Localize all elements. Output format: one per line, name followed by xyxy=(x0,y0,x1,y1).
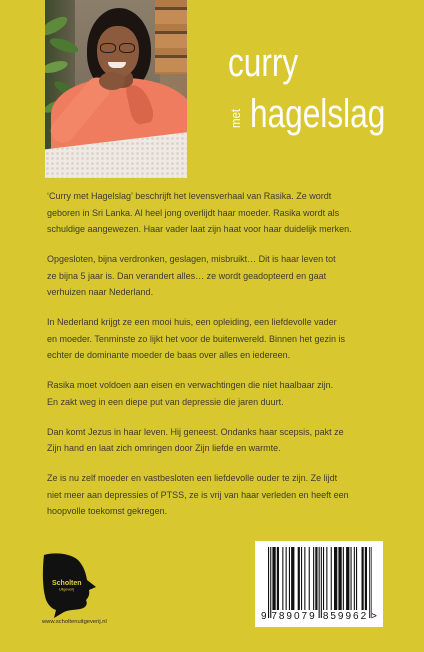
barcode-lead-digit: 9 xyxy=(261,611,267,622)
barcode-bars xyxy=(268,547,373,619)
barcode-guard-bar xyxy=(369,547,370,618)
blurb-line: En zakt weg in een diepe put van depressie die jaren duurt. xyxy=(47,396,284,407)
barcode-bar xyxy=(364,547,366,610)
photo-plant-leaf xyxy=(45,59,69,76)
barcode-bar xyxy=(338,547,341,610)
barcode-bar xyxy=(308,547,309,610)
photo-hand xyxy=(99,72,125,90)
barcode-bar xyxy=(285,547,286,610)
barcode-left-digits: 789079 xyxy=(271,611,317,622)
blurb-line: ‘Curry met Hagelslag’ beschrijft het levensverhaal van Rasika. Ze wordt xyxy=(47,191,332,201)
blurb-paragraph xyxy=(47,470,397,520)
blurb-paragraph xyxy=(47,314,397,364)
isbn-barcode xyxy=(255,541,383,627)
logo-name: Scholten xyxy=(52,580,82,587)
barcode-guard-bar xyxy=(320,547,321,618)
logo-subname: Uitgeverij xyxy=(59,587,74,592)
blurb-paragraph xyxy=(47,424,397,457)
barcode-bar xyxy=(291,547,294,610)
back-cover-blurb xyxy=(47,188,397,533)
blurb-line: geboren in Sri Lanka. Al heel jong overlijdt haar moeder. Rasika wordt als xyxy=(47,207,340,218)
barcode-bar xyxy=(323,547,324,610)
barcode-bar xyxy=(315,547,317,610)
barcode-bar xyxy=(330,547,331,610)
blurb-line: Zijn hand en laat zich omringen door Zijn liefde en warmte. xyxy=(47,443,281,453)
barcode-guard-bar xyxy=(268,547,269,618)
barcode-bar xyxy=(304,547,305,610)
barcode-bar xyxy=(353,547,354,610)
publisher-website: www.scholtenuitgeverij.nl xyxy=(42,619,107,625)
blurb-line: echter de dominante moeder de baas over alles en iedereen. xyxy=(47,350,291,360)
publisher-logo-icon xyxy=(40,552,98,618)
blurb-line: In Nederland krijgt ze een mooi huis, een opleiding, een liefdevolle vader xyxy=(47,317,337,327)
barcode-bar xyxy=(313,547,314,610)
blurb-paragraph xyxy=(47,251,397,301)
barcode-bar xyxy=(361,547,363,610)
blurb-line: en moeder. Tenminste zo lijkt het voor de buitenwereld. Binnen het gezin is xyxy=(47,333,346,344)
barcode-bar xyxy=(342,547,343,610)
blurb-line: Opgesloten, bijna verdronken, geslagen, misbruikt… Dit is haar leven tot xyxy=(47,254,336,264)
blurb-line: niet meer aan depressies of PTSS, ze is vrij van haar verleden en heeft een xyxy=(47,489,349,500)
photo-shelf xyxy=(155,0,187,74)
title-met: met xyxy=(228,108,243,128)
blurb-line: Dan komt Jezus in haar leven. Hij geneest. Ondanks haar scepsis, pakt ze xyxy=(47,426,344,437)
barcode-guard-bar xyxy=(318,547,319,618)
barcode-bar xyxy=(272,547,275,610)
barcode-bar xyxy=(288,547,289,610)
title-curry: curry xyxy=(228,41,299,85)
photo-glasses-lens xyxy=(119,43,135,53)
blurb-paragraph xyxy=(47,188,397,238)
author-photo xyxy=(45,0,187,178)
barcode-right-digits: 859962 xyxy=(322,611,369,622)
blurb-line: hoopvolle toekomst gekregen. xyxy=(47,506,168,516)
barcode-guard-bar xyxy=(270,547,271,618)
barcode-bar xyxy=(346,547,349,610)
blurb-paragraph xyxy=(47,377,397,410)
photo-plant-leaf xyxy=(45,13,70,38)
barcode-quiet-zone-marker: > xyxy=(371,611,377,622)
barcode-bar xyxy=(356,547,357,610)
blurb-line: schuldige aangewezen. Haar vader laat zijn haat voor haar duidelijk merken. xyxy=(47,224,352,234)
photo-glasses-lens xyxy=(100,43,116,53)
barcode-bar xyxy=(350,547,351,610)
blurb-line: ze bijna 5 jaar is. Dan verandert alles… ze wordt geadopteerd en gaat xyxy=(47,270,327,281)
barcode-bar xyxy=(326,547,327,610)
barcode-guard-bar xyxy=(371,547,372,618)
barcode-bar xyxy=(297,547,299,610)
blurb-line: Rasika moet voldoen aan eisen en verwachtingen die niet haalbaar zijn. xyxy=(47,380,334,390)
barcode-bar xyxy=(334,547,337,610)
blurb-line: Ze is nu zelf moeder en vastbesloten een liefdevolle ouder te zijn. Ze lijdt xyxy=(47,473,338,483)
title-hagelslag: hagelslag xyxy=(250,92,386,136)
barcode-bar xyxy=(282,547,283,610)
barcode-bar xyxy=(301,547,302,610)
barcode-bar xyxy=(276,547,278,610)
blurb-line: verhuizen naar Nederland. xyxy=(47,287,154,297)
